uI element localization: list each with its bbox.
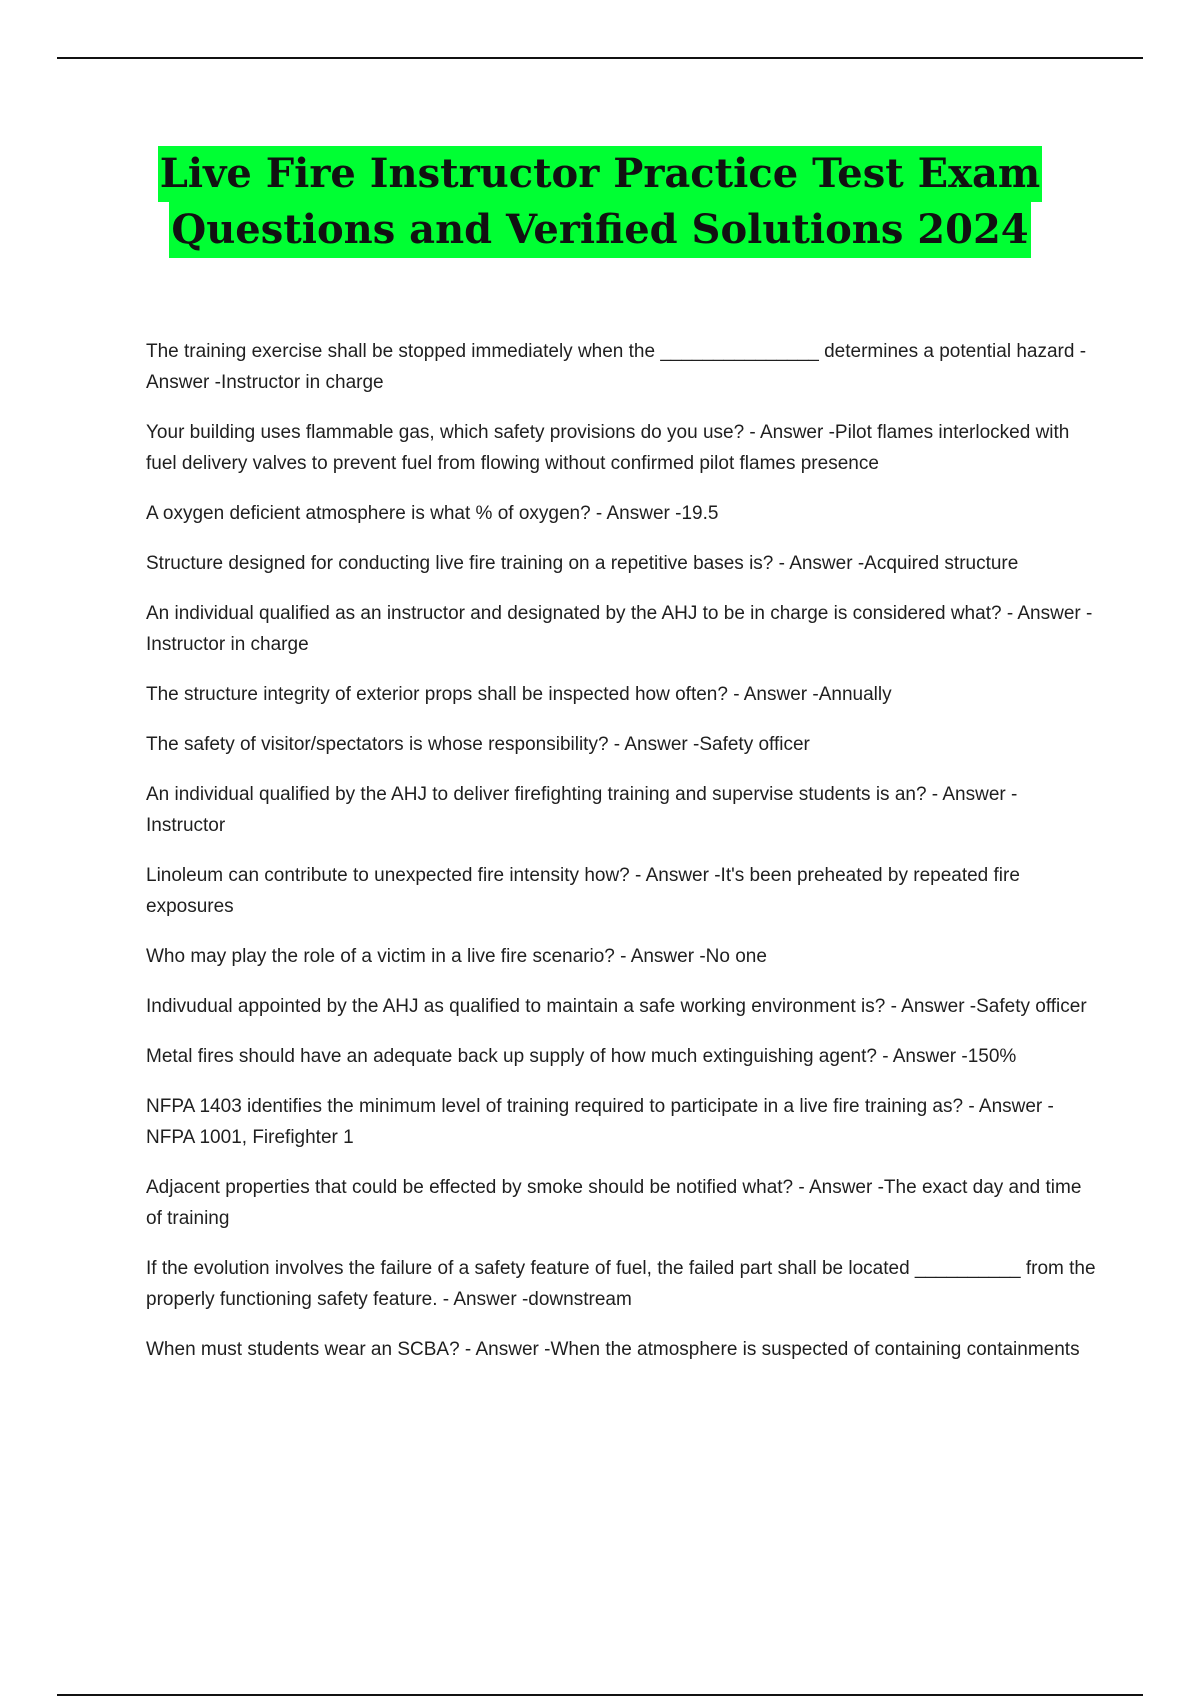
qa-item: Structure designed for conducting live fire training on a repetitive bases is? - Answer -Acquired structure	[146, 553, 1019, 574]
qa-item: A oxygen deficient atmosphere is what % of oxygen? - Answer -19.5	[146, 503, 719, 524]
qa-item: An individual qualified by the AHJ to deliver firefighting training and supervise students is an? - Answer -Instructor	[146, 784, 1018, 836]
qa-item: When must students wear an SCBA? - Answer -When the atmosphere is suspected of containing containments	[146, 1339, 1080, 1360]
qa-item: NFPA 1403 identifies the minimum level of training required to participate in a live fire training as? - Answer -NFPA 1001, Firefighter 1	[146, 1096, 1054, 1148]
qa-item: Who may play the role of a victim in a live fire scenario? - Answer -No one	[146, 946, 767, 967]
qa-item: Adjacent properties that could be effected by smoke should be notified what? - Answer -The exact day and time of training	[146, 1177, 1082, 1229]
qa-item: The structure integrity of exterior props shall be inspected how often? - Answer -Annually	[146, 684, 892, 705]
top-rule	[57, 57, 1143, 59]
qa-item: Your building uses flammable gas, which safety provisions do you use? - Answer -Pilot flames interlocked with fuel delivery valves to prevent fuel from flowing without confirmed pilot flames presence	[146, 422, 1070, 474]
qa-item: The safety of visitor/spectators is whose responsibility? - Answer -Safety officer	[146, 734, 810, 755]
qa-item: The training exercise shall be stopped immediately when the _______________ determines a potential hazard - Answer -Instructor in charge	[146, 341, 1087, 393]
qa-item: If the evolution involves the failure of a safety feature of fuel, the failed part shall be located __________ from the properly functioning safety feature. - Answer -downstream	[146, 1258, 1096, 1310]
bottom-rule	[57, 1694, 1143, 1696]
question-answer-list	[146, 336, 1096, 1384]
title-line-2: Questions and Verified Solutions 2024	[169, 202, 1030, 258]
qa-item: Metal fires should have an adequate back up supply of how much extinguishing agent? - Answer -150%	[146, 1046, 1017, 1067]
qa-item: Indivudual appointed by the AHJ as qualified to maintain a safe working environment is? - Answer -Safety officer	[146, 996, 1087, 1017]
document-title	[0, 146, 1200, 258]
qa-item: Linoleum can contribute to unexpected fire intensity how? - Answer -It's been preheated by repeated fire exposures	[146, 865, 1020, 917]
qa-item: An individual qualified as an instructor and designated by the AHJ to be in charge is considered what? - Answer -Instructor in charge	[146, 603, 1093, 655]
title-line-1: Live Fire Instructor Practice Test Exam	[158, 146, 1042, 202]
